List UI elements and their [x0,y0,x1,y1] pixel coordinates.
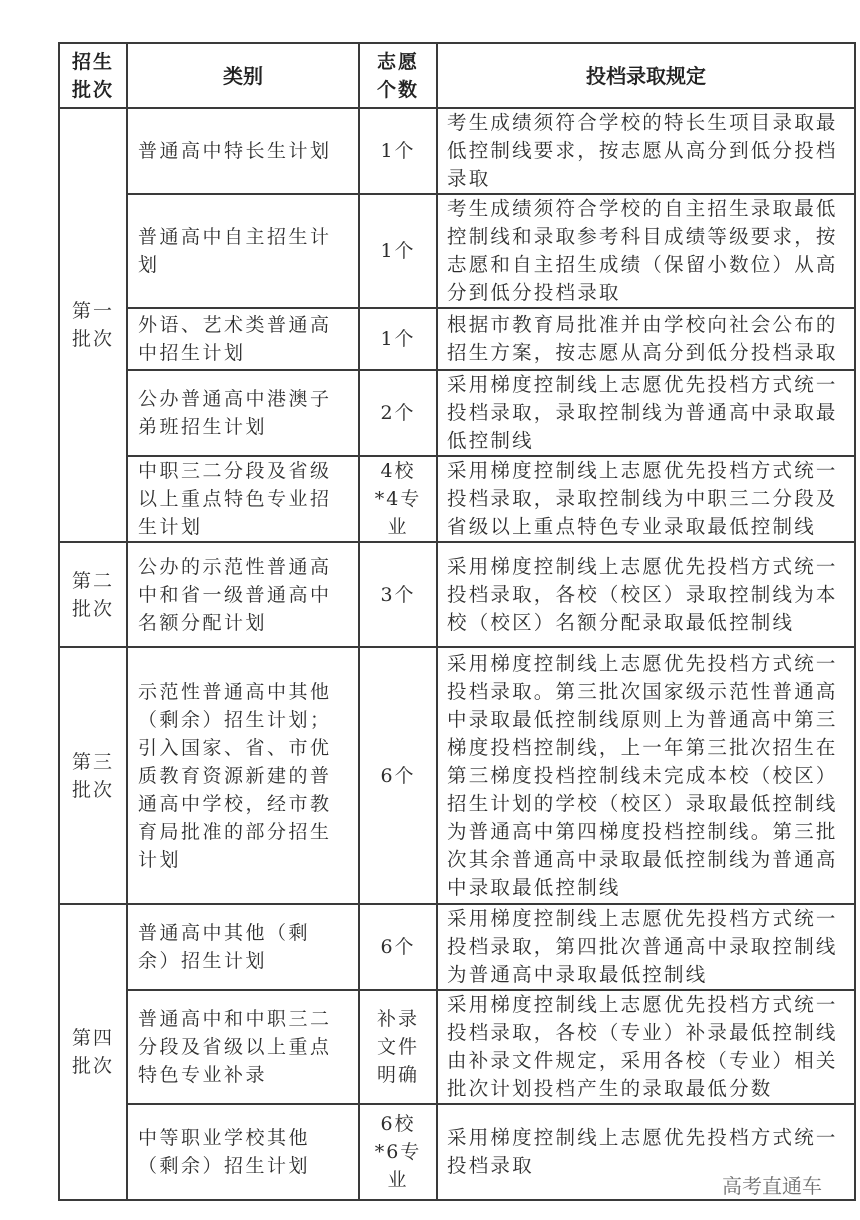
rule-cell: 采用梯度控制线上志愿优先投档方式统一 投档录取，录取控制线为普通高中录取最 低控制线 [437,370,855,456]
count-cell: 1个 [359,108,437,194]
count-cell: 3个 [359,542,437,647]
rule-cell: 采用梯度控制线上志愿优先投档方式统一 投档录取 [437,1104,855,1200]
rule-cell: 采用梯度控制线上志愿优先投档方式统一 投档录取。第三批次国家级示范性普通高 中录取最低控制线原则上为普通高中第三 梯度投档控制线，上一年第三批次招生在 第三梯度投档控制线未完成本校（校区） 招生计划的学校（校区）录取最低控制线 为普通高中第四梯度投档控制线。第三批 次其余普通高中录取最低控制线为普通高 中录取最低控制线 [437,647,855,904]
header-rule: 投档录取规定 [437,43,855,108]
count-cell: 6个 [359,647,437,904]
table-row [59,308,855,370]
batch-cell: 第三 批次 [59,647,127,904]
table-row [59,542,855,647]
rule-cell: 考生成绩须符合学校的自主招生录取最低 控制线和录取参考科目成绩等级要求，按 志愿和自主招生成绩（保留小数位）从高 分到低分投档录取 [437,194,855,308]
rule-cell: 采用梯度控制线上志愿优先投档方式统一 投档录取，各校（专业）补录最低控制线 由补录文件规定，采用各校（专业）相关 批次计划投档产生的录取最低分数 [437,990,855,1104]
category-cell: 外语、艺术类普通高 中招生计划 [127,308,359,370]
count-cell: 补录 文件 明确 [359,990,437,1104]
count-cell: 2个 [359,370,437,456]
category-cell: 中等职业学校其他 （剩余）招生计划 [127,1104,359,1200]
count-cell: 6校 *6专 业 [359,1104,437,1200]
header-count: 志愿 个数 [359,43,437,108]
rule-cell: 根据市教育局批准并由学校向社会公布的 招生方案，按志愿从高分到低分投档录取 [437,308,855,370]
rule-cell: 考生成绩须符合学校的特长生项目录取最 低控制线要求，按志愿从高分到低分投档 录取 [437,108,855,194]
category-cell: 普通高中其他（剩 余）招生计划 [127,904,359,990]
table-row [59,108,855,194]
admission-rules-table [58,42,856,1201]
table-row [59,370,855,456]
count-cell: 1个 [359,194,437,308]
header-category: 类别 [127,43,359,108]
rule-cell: 采用梯度控制线上志愿优先投档方式统一 投档录取，录取控制线为中职三二分段及 省级以上重点特色专业录取最低控制线 [437,456,855,542]
watermark: 高考直通车 [722,1174,822,1198]
table-row [59,194,855,308]
batch-cell: 第二 批次 [59,542,127,647]
count-cell: 6个 [359,904,437,990]
table-row [59,990,855,1104]
category-cell: 示范性普通高中其他 （剩余）招生计划； 引入国家、省、市优 质教育资源新建的普 通高中学校，经市教 育局批准的部分招生 计划 [127,647,359,904]
rule-cell: 采用梯度控制线上志愿优先投档方式统一 投档录取，各校（校区）录取控制线为本 校（校区）名额分配录取最低控制线 [437,542,855,647]
table-row [59,904,855,990]
batch-cell: 第四 批次 [59,904,127,1200]
rule-cell: 采用梯度控制线上志愿优先投档方式统一 投档录取，第四批次普通高中录取控制线 为普通高中录取最低控制线 [437,904,855,990]
table-row [59,456,855,542]
count-cell: 4校 *4专 业 [359,456,437,542]
category-cell: 普通高中自主招生计 划 [127,194,359,308]
category-cell: 普通高中特长生计划 [127,108,359,194]
count-cell: 1个 [359,308,437,370]
category-cell: 公办的示范性普通高 中和省一级普通高中 名额分配计划 [127,542,359,647]
category-cell: 中职三二分段及省级 以上重点特色专业招 生计划 [127,456,359,542]
category-cell: 普通高中和中职三二 分段及省级以上重点 特色专业补录 [127,990,359,1104]
table-row [59,647,855,904]
batch-cell: 第一 批次 [59,108,127,542]
category-cell: 公办普通高中港澳子 弟班招生计划 [127,370,359,456]
table-header-row [59,43,855,108]
header-batch: 招生 批次 [59,43,127,108]
